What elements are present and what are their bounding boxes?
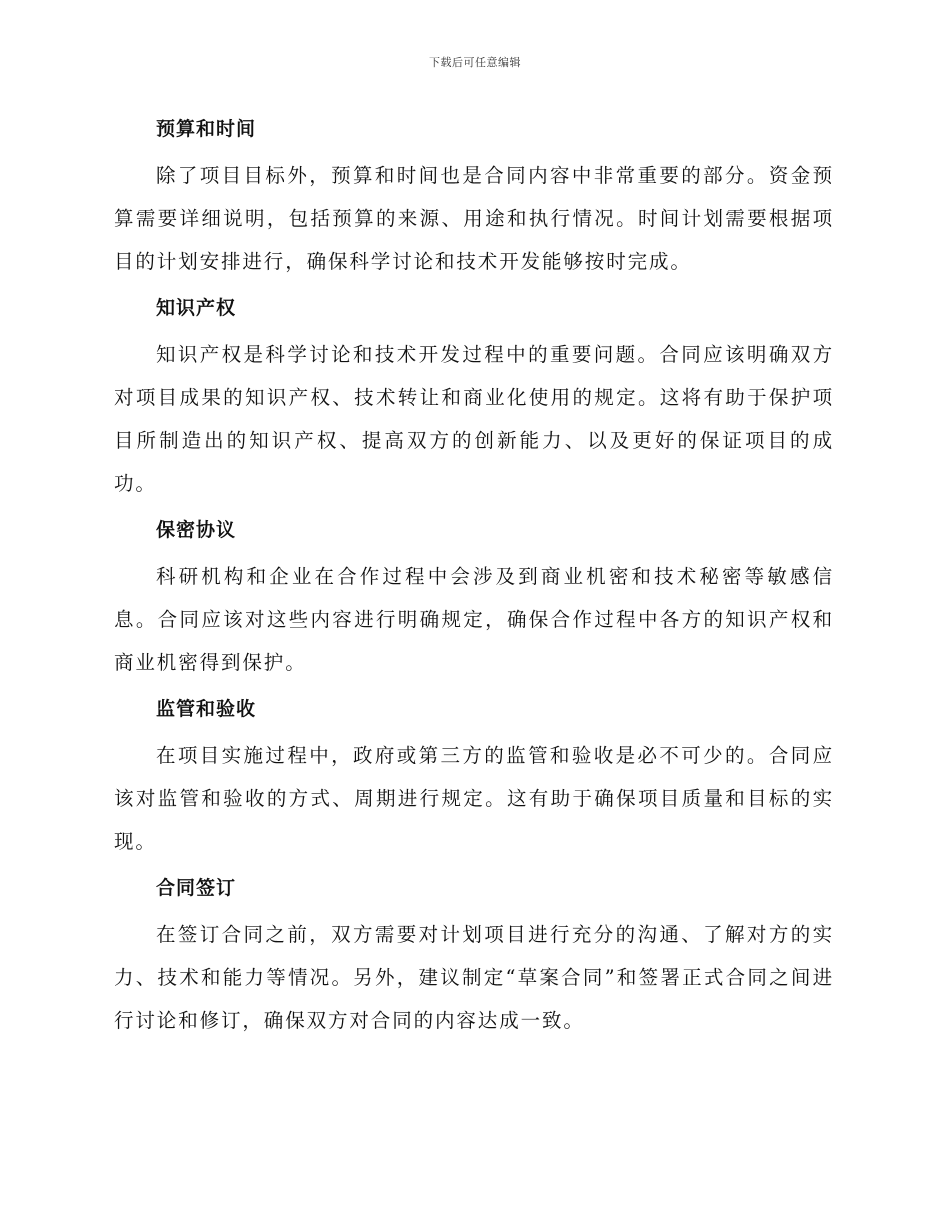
section-supervision-and-acceptance	[114, 692, 834, 863]
document-body	[114, 112, 834, 1042]
header-note: 下载后可任意编辑	[429, 56, 521, 69]
section-paragraph: 在签订合同之前，双方需要对计划项目进行充分的沟通、了解对方的实力、技术和能力等情况。另外，建议制定“草案合同”和签署正式合同之间进行讨论和修订，确保双方对合同的内容达成一致。	[114, 923, 834, 1032]
section-intellectual-property	[114, 291, 834, 505]
section-heading: 预算和时间	[156, 118, 257, 140]
section-paragraph: 除了项目目标外，预算和时间也是合同内容中非常重要的部分。资金预算需要详细说明，包括预算的来源、用途和执行情况。时间计划需要根据项目的计划安排进行，确保科学讨论和技术开发能够按时完成。	[114, 164, 834, 273]
section-budget-and-time	[114, 112, 834, 283]
section-heading: 知识产权	[156, 297, 237, 319]
section-confidentiality	[114, 513, 834, 684]
section-paragraph: 知识产权是科学讨论和技术开发过程中的重要问题。合同应该明确双方对项目成果的知识产权、技术转让和商业化使用的规定。这将有助于保护项目所制造出的知识产权、提高双方的创新能力、以及更好的保证项目的成功。	[114, 343, 834, 495]
section-heading: 合同签订	[156, 877, 237, 899]
section-contract-signing	[114, 871, 834, 1042]
section-heading: 监管和验收	[156, 698, 257, 720]
section-paragraph: 科研机构和企业在合作过程中会涉及到商业机密和技术秘密等敏感信息。合同应该对这些内容进行明确规定，确保合作过程中各方的知识产权和商业机密得到保护。	[114, 565, 834, 674]
section-paragraph: 在项目实施过程中，政府或第三方的监管和验收是必不可少的。合同应该对监管和验收的方式、周期进行规定。这有助于确保项目质量和目标的实现。	[114, 744, 834, 853]
section-heading: 保密协议	[156, 519, 237, 541]
